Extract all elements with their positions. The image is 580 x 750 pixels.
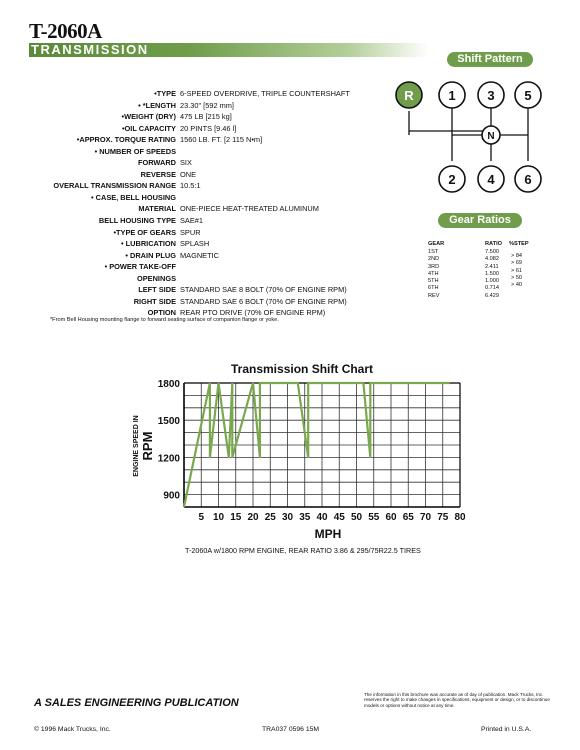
gear-ratio-table xyxy=(428,241,548,300)
spec-value: SPLASH xyxy=(180,239,210,249)
spec-row xyxy=(10,284,390,296)
x-tick-label: 50 xyxy=(350,512,363,523)
x-tick-label: 30 xyxy=(281,512,294,523)
spec-row xyxy=(10,250,390,262)
spec-row xyxy=(10,88,390,100)
spec-row xyxy=(10,273,390,285)
spec-value: SAE#1 xyxy=(180,216,204,226)
spec-row xyxy=(10,215,390,227)
spec-row xyxy=(10,192,390,204)
spec-value: SIX xyxy=(180,158,192,168)
percent-steps xyxy=(511,253,522,289)
ratio-row xyxy=(428,249,548,256)
ratio-gear: 3RD xyxy=(428,263,440,270)
ratio-value: 1.500 xyxy=(485,270,499,277)
ratio-row xyxy=(428,278,548,285)
subtitle: TRANSMISSION xyxy=(31,42,149,57)
gear-label: 6 xyxy=(524,172,532,187)
gear-label: 1 xyxy=(448,88,456,103)
ratio-row xyxy=(428,271,548,278)
spec-row xyxy=(10,203,390,215)
spec-row xyxy=(10,123,390,135)
x-tick-label: 80 xyxy=(454,512,466,523)
percent-step: > 40 xyxy=(511,282,523,289)
spec-value: REAR PTO DRIVE (70% OF ENGINE RPM) xyxy=(180,308,326,318)
publication-code: TRA037 0596 15M xyxy=(262,726,320,733)
spec-label: • DRAIN PLUG xyxy=(125,250,176,260)
spec-label: • NUMBER OF SPEEDS xyxy=(94,146,176,156)
ratio-gear: 6TH xyxy=(428,285,439,292)
gear-label: 3 xyxy=(487,88,495,103)
y-axis-label: ENGINE SPEED IN xyxy=(133,415,140,477)
spec-value: MAGNETIC xyxy=(180,250,220,260)
y-tick-label: 1500 xyxy=(157,416,180,428)
spec-row xyxy=(10,238,390,250)
gear-ratios-title: Gear Ratios xyxy=(438,213,522,228)
spec-row xyxy=(10,261,390,273)
spec-label: OVERALL TRANSMISSION RANGE xyxy=(53,181,176,191)
ratio-row xyxy=(428,256,548,263)
spec-value: STANDARD SAE 8 BOLT (70% OF ENGINE RPM) xyxy=(180,285,347,295)
spec-row xyxy=(10,100,390,112)
header-gear: GEAR xyxy=(428,241,445,247)
ratio-value: 1.000 xyxy=(485,278,499,285)
ratio-value: 6.429 xyxy=(485,292,499,299)
spec-label: •TYPE xyxy=(154,89,176,98)
x-tick-label: 35 xyxy=(299,512,311,523)
spec-label: • CASE, BELL HOUSING xyxy=(91,192,176,202)
ratio-table-header xyxy=(428,241,548,249)
spec-label: •APPROX. TORQUE RATING xyxy=(76,135,176,145)
spec-row xyxy=(10,157,390,169)
spec-row xyxy=(10,146,390,158)
spec-table xyxy=(10,88,390,319)
gear-label: N xyxy=(487,131,495,142)
spec-label: • *LENGTH xyxy=(138,100,176,110)
x-tick-label: 40 xyxy=(316,512,328,523)
gear-label: 5 xyxy=(524,88,532,103)
spec-label: LEFT SIDE xyxy=(138,285,176,295)
y-tick-label: 1800 xyxy=(157,379,180,390)
x-tick-label: 15 xyxy=(230,512,242,523)
chart-title: Transmission Shift Chart xyxy=(231,362,374,376)
disclaimer: The information in this brochure was accurate as of day of publication. Mack Trucks, Inc. reserves the right to make changes in specifications, equipment or design, or to discontinue models or options without notice at any time. xyxy=(364,692,550,708)
page-title: T-2060A xyxy=(29,19,102,43)
x-tick-label: 75 xyxy=(437,512,449,523)
gear-label: R xyxy=(404,88,414,103)
spec-row xyxy=(10,134,390,146)
x-tick-label: 60 xyxy=(385,512,397,523)
ratio-value: 2.411 xyxy=(485,263,499,270)
printed-in: Printed in U.S.A. xyxy=(481,726,532,733)
ratio-gear: 5TH xyxy=(428,278,439,285)
shift-pattern-title: Shift Pattern xyxy=(447,52,533,67)
spec-value: ONE-PIECE HEAT-TREATED ALUMINUM xyxy=(180,204,319,214)
x-tick-label: 25 xyxy=(264,512,276,523)
spec-value: 20 PINTS [9.46 l] xyxy=(180,123,237,133)
spec-row xyxy=(10,180,390,192)
x-tick-label: 65 xyxy=(402,512,414,523)
y-tick-label: 1200 xyxy=(157,453,180,465)
shift-chart xyxy=(120,374,480,548)
gear-label: 2 xyxy=(448,172,456,187)
percent-step: > 69 xyxy=(511,260,523,267)
spec-label: BELL HOUSING TYPE xyxy=(98,216,176,226)
x-tick-label: 70 xyxy=(419,512,432,523)
header-step: %STEP xyxy=(509,241,529,247)
spec-value: 10.5:1 xyxy=(180,181,201,191)
spec-value: ONE xyxy=(180,169,197,179)
spec-value: 23.30" [592 mm] xyxy=(180,100,234,110)
copyright: © 1996 Mack Trucks, Inc. xyxy=(34,726,111,733)
shift-pattern-diagram xyxy=(395,75,565,205)
ratio-row xyxy=(428,285,548,292)
publication-label: A SALES ENGINEERING PUBLICATION xyxy=(34,697,239,709)
ratio-gear: 2ND xyxy=(428,256,440,263)
footnote: *From Bell Housing mounting flange to forward seating surface of companion flange or yoke. xyxy=(50,317,279,323)
x-tick-label: 5 xyxy=(198,512,205,523)
percent-step: > 50 xyxy=(511,274,523,281)
chart-caption: T-2060A w/1800 RPM ENGINE, REAR RATIO 3.86 & 295/75R22.5 TIRES xyxy=(185,546,421,555)
ratio-gear: 1ST xyxy=(428,249,439,255)
y-tick-label: 900 xyxy=(163,490,180,502)
spec-value: 475 LB [215 kg] xyxy=(180,112,232,122)
spec-label: • LUBRICATION xyxy=(121,239,176,249)
spec-label: •OIL CAPACITY xyxy=(121,123,176,133)
ratio-gear: REV xyxy=(428,292,440,299)
spec-value: SPUR xyxy=(180,227,201,237)
spec-label: • POWER TAKE-OFF xyxy=(104,262,176,272)
ratio-row xyxy=(428,264,548,271)
header-ratio: RATIO xyxy=(485,241,502,247)
x-tick-label: 45 xyxy=(333,512,345,523)
spec-row xyxy=(10,169,390,181)
spec-value: 6-SPEED OVERDRIVE, TRIPLE COUNTERSHAFT xyxy=(180,89,350,98)
spec-label: •WEIGHT (DRY) xyxy=(121,112,176,122)
spec-value: 1560 LB. FT. [2 115 N•m] xyxy=(180,135,263,145)
gear-label: 4 xyxy=(487,172,495,187)
ratio-value: 4.082 xyxy=(485,256,499,263)
spec-row xyxy=(10,111,390,123)
x-tick-label: 20 xyxy=(247,512,259,523)
ratio-gear: 4TH xyxy=(428,270,439,277)
spec-label: OPTION xyxy=(147,308,176,318)
x-tick-label: 55 xyxy=(368,512,380,523)
percent-step: > 61 xyxy=(511,267,523,274)
spec-label: MATERIAL xyxy=(138,204,176,214)
ratio-value: 7.500 xyxy=(485,249,499,255)
spec-label: REVERSE xyxy=(140,169,176,179)
spec-label: RIGHT SIDE xyxy=(133,296,176,306)
subtitle-bar xyxy=(29,43,429,57)
spec-row xyxy=(10,296,390,308)
spec-value: STANDARD SAE 6 BOLT (70% OF ENGINE RPM) xyxy=(180,296,347,306)
spec-label: •TYPE OF GEARS xyxy=(113,227,176,237)
y-axis-unit: RPM xyxy=(140,431,155,461)
spec-row xyxy=(10,227,390,239)
x-axis-label: MPH xyxy=(314,527,342,541)
x-tick-label: 10 xyxy=(212,512,225,523)
ratio-value: 0.714 xyxy=(485,285,499,292)
spec-label: FORWARD xyxy=(137,158,176,168)
spec-label: OPENINGS xyxy=(136,273,176,283)
ratio-row xyxy=(428,293,548,300)
percent-step: > 84 xyxy=(511,253,523,259)
